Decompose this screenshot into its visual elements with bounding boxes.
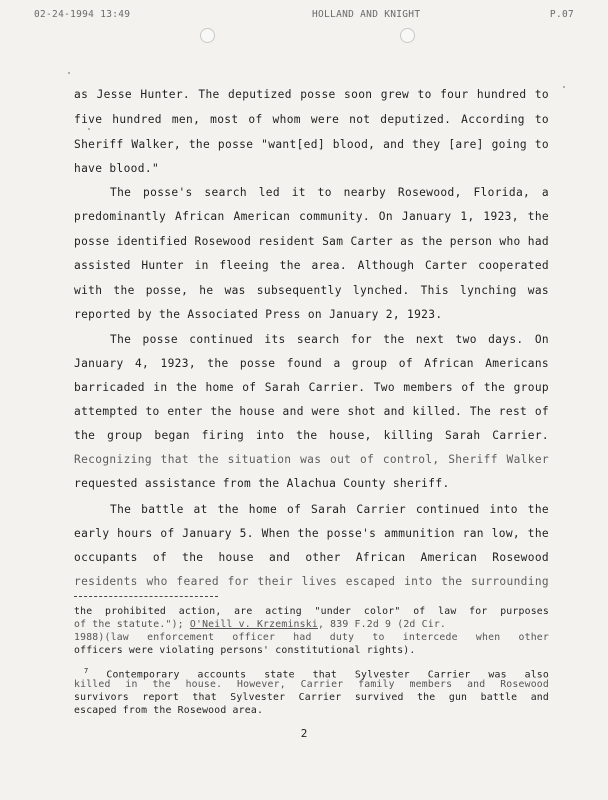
footnote-text: of the statute."); bbox=[74, 619, 190, 630]
body-line: early hours of January 5. When the posse's ammunition ran low, the bbox=[74, 527, 549, 540]
footnote-text: , 839 F.2d 9 (2d Cir. bbox=[317, 619, 447, 630]
body-line: Recognizing that the situation was out of control, Sheriff Walker bbox=[74, 453, 549, 466]
fax-header bbox=[34, 9, 574, 23]
body-line: assisted Hunter in fleeing the area. Although Carter cooperated bbox=[74, 259, 549, 272]
body-line: attempted to enter the house and were shot and killed. The rest of bbox=[74, 405, 549, 418]
body-line: predominantly African American community. On January 1, 1923, the bbox=[74, 210, 549, 223]
footnote-marker: 7 bbox=[84, 667, 89, 675]
fax-sender: HOLLAND AND KNIGHT bbox=[312, 9, 421, 20]
page-number: 2 bbox=[300, 727, 308, 740]
body-line: January 4, 1923, the posse found a group of African Americans bbox=[74, 357, 549, 370]
fax-page-number: P.07 bbox=[549, 9, 574, 20]
binder-hole bbox=[200, 28, 215, 43]
footnote-text: Contemporary accounts state that Sylvester Carrier was also bbox=[106, 669, 549, 681]
scan-speck bbox=[563, 86, 565, 88]
scan-speck bbox=[68, 72, 70, 74]
footnote-7-line: killed in the house. However, Carrier family members and Rosewood bbox=[74, 679, 549, 690]
body-line: barricaded in the home of Sarah Carrier. Two members of the group bbox=[74, 381, 549, 394]
footnote-line: the prohibited action, are acting "under color" of law for purposes bbox=[74, 606, 549, 617]
footnote-7-line: escaped from the Rosewood area. bbox=[74, 705, 264, 716]
body-line: as Jesse Hunter. The deputized posse soon grew to four hundred to bbox=[74, 88, 549, 101]
footnote-7-line: survivors report that Sylvester Carrier survived the gun battle and bbox=[74, 692, 549, 703]
footnote-7-line bbox=[84, 665, 549, 681]
body-line: five hundred men, most of whom were not deputized. According to bbox=[74, 113, 549, 126]
body-line: posse identified Rosewood resident Sam Carter as the person who had bbox=[74, 235, 549, 248]
body-line: the group began firing into the house, killing Sarah Carrier. bbox=[74, 429, 549, 442]
body-line: residents who feared for their lives escaped into the surrounding bbox=[74, 575, 549, 588]
body-line: occupants of the house and other African American Rosewood bbox=[74, 551, 549, 564]
footnote-line bbox=[74, 618, 549, 631]
body-line: The battle at the home of Sarah Carrier continued into the bbox=[110, 503, 549, 516]
scan-speck bbox=[88, 128, 90, 130]
body-line: Sheriff Walker, the posse "want[ed] blood, and they [are] going to bbox=[74, 138, 549, 151]
body-line: with the posse, he was subsequently lynched. This lynching was bbox=[74, 284, 549, 297]
footnote-line: officers were violating persons' constitutional rights). bbox=[74, 645, 416, 656]
body-line: reported by the Associated Press on January 2, 1923. bbox=[74, 308, 443, 321]
body-line: The posse continued its search for the next two days. On bbox=[110, 333, 549, 346]
body-line: requested assistance from the Alachua County sheriff. bbox=[74, 477, 450, 490]
footnote-rule bbox=[74, 596, 218, 597]
case-citation: O'Neill v. Krzeminski bbox=[189, 619, 318, 630]
binder-hole bbox=[400, 28, 415, 43]
fax-datetime: 02-24-1994 13:49 bbox=[34, 9, 131, 20]
footnote-line: 1988)(law enforcement officer had duty to intercede when other bbox=[74, 632, 549, 643]
body-line: have blood." bbox=[74, 162, 160, 175]
body-line: The posse's search led it to nearby Rosewood, Florida, a bbox=[110, 186, 549, 199]
